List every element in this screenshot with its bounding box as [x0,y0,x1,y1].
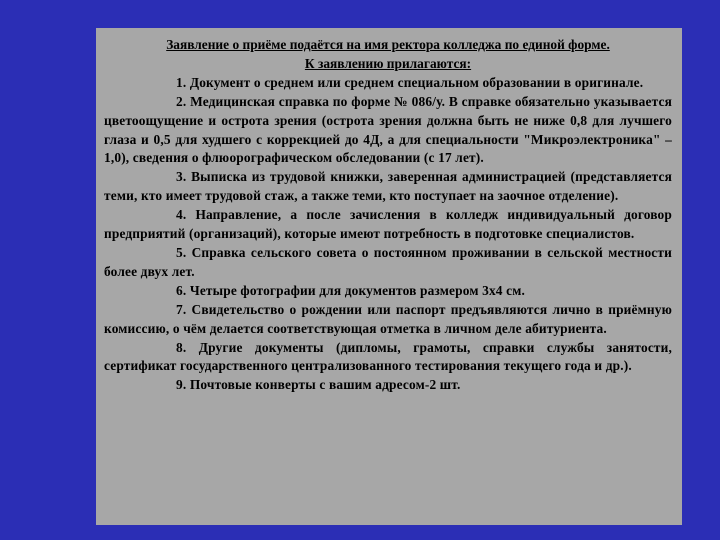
list-item-4: 4. Направление, а после зачисления в колледж индивидуальный договор предприятий (организаций), которые имеют потребность в подготовке специалистов. [104,207,672,242]
list-item-6: 6. Четыре фотографии для документов размером 3х4 см. [176,282,525,298]
list-item-7: 7. Свидетельство о рождении или паспорт предъявляются лично в приёмную комиссию, о чём делается соответствующая отметка в личном деле абитуриента. [104,301,672,336]
list-item-9: 9. Почтовые конверты с вашим адресом-2 шт. [176,377,461,393]
heading-line-2: К заявлению прилагаются: [304,55,472,71]
list-item-3: 3. Выписка из трудовой книжки, заверенная администрацией (представляется теми, кто имеет трудовой стаж, а также теми, кто поступает на заочное отделение). [104,169,672,204]
list-item-1: 1. Документ о среднем или среднем специальном образовании в оригинале. [176,74,644,90]
heading-line-1: Заявление о приёме подаётся на имя ректора колледжа по единой форме. [166,37,610,52]
list-item-2: 2. Медицинская справка по форме № 086/у. В справке обязательно указывается цветоощущение и острота зрения (острота зрения должна быть не ниже 0,8 для лучшего глаза и 0,5 для худшего с коррекцией до 4Д, а для специальности "Микроэлектроника" – 1,0), сведения о флюорографическом обследовании (с 17 лет). [104,93,672,166]
list-item-8: 8. Другие документы (дипломы, грамоты, справки службы занятости, сертификат государственного централизованного тестирования текущего года и др.). [104,339,672,374]
document-text [104,36,672,395]
list-item-5: 5. Справка сельского совета о постоянном проживании в сельской местности более двух лет. [104,244,672,279]
